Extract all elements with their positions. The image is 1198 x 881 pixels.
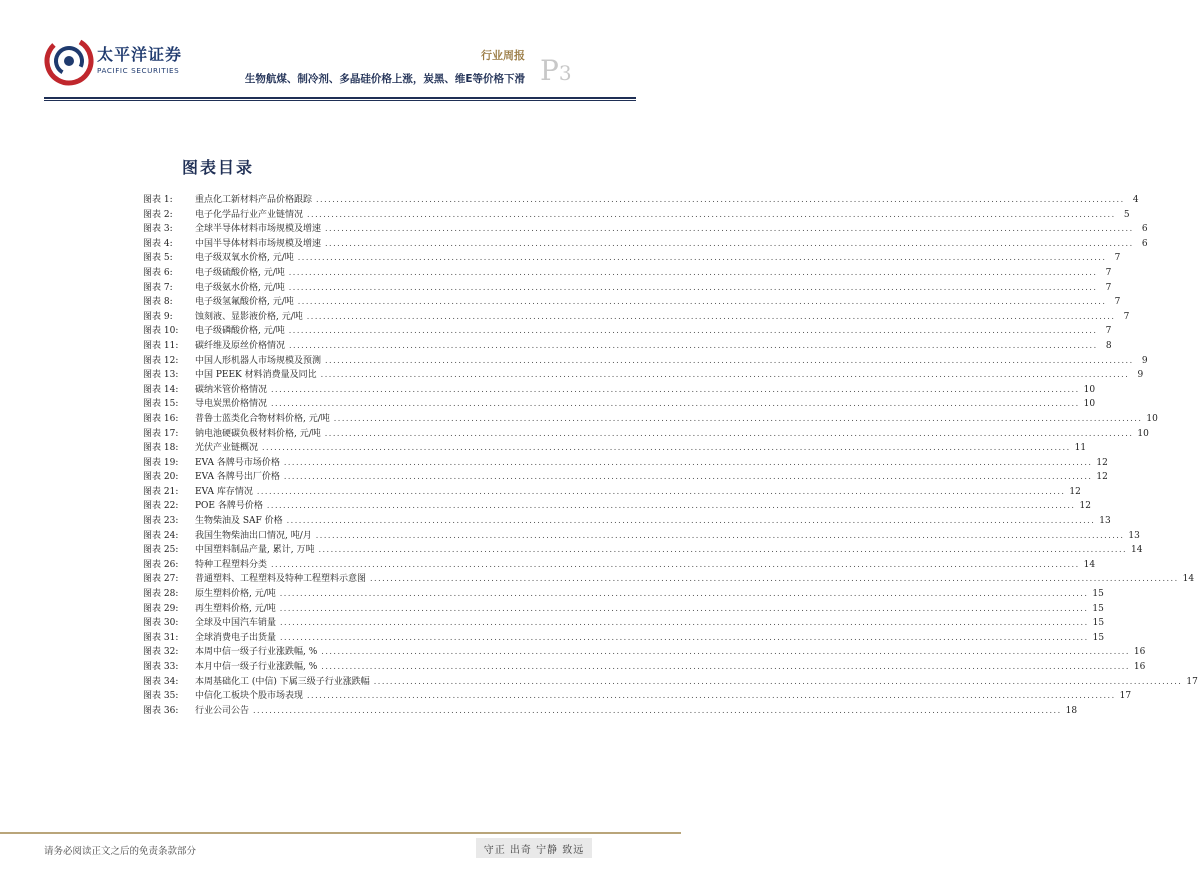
toc-entry-page: 16 bbox=[1133, 647, 1146, 658]
toc-leader-dots: ........................................................................................................................................................................................................ bbox=[306, 311, 1116, 321]
toc-entry[interactable] bbox=[143, 630, 1105, 645]
toc-entry[interactable] bbox=[143, 323, 1112, 338]
toc-leader-dots: ........................................................................................................................................................................................................ bbox=[288, 267, 1098, 277]
toc-entry-title: 光伏产业链概况 bbox=[195, 443, 259, 454]
report-type: 行业周报 bbox=[481, 49, 525, 62]
toc-entry[interactable] bbox=[143, 236, 1148, 251]
toc-entry-label: 图表 16: bbox=[143, 413, 179, 424]
toc-leader-dots: ........................................................................................................................................................................................................ bbox=[373, 676, 1183, 686]
toc-leader-dots: ........................................................................................................................................................................................................ bbox=[288, 282, 1098, 292]
toc-entry-label: 图表 28: bbox=[143, 589, 179, 600]
toc-entry-label: 图表 26: bbox=[143, 559, 179, 570]
toc-entry[interactable] bbox=[143, 601, 1104, 616]
toc-entry-page: 9 bbox=[1137, 370, 1144, 381]
toc-entry-label: 图表 3: bbox=[143, 224, 173, 235]
toc-entry-page: 12 bbox=[1096, 472, 1108, 483]
toc-entry-title: 电子级磷酸价格, 元/吨 bbox=[195, 326, 285, 337]
toc-entry-page: 16 bbox=[1133, 662, 1146, 672]
logo-chinese-name: 太平洋证券 bbox=[97, 45, 183, 64]
toc-leader-dots: ........................................................................................................................................................................................................ bbox=[307, 209, 1116, 219]
toc-entry-title: 普鲁士蓝类化合物材料价格, 元/吨 bbox=[195, 413, 330, 424]
toc-entry[interactable] bbox=[143, 396, 1096, 411]
toc-entry-title: 中信化工板块个股市场表现 bbox=[195, 691, 304, 702]
report-subtitle: 生物航煤、制冷剂、多晶硅价格上涨，炭黑、维E等价格下滑 bbox=[244, 73, 525, 85]
toc-leader-dots: ........................................................................................................................................................................................................ bbox=[297, 297, 1107, 307]
toc-entry-title: 电子级双氧水价格, 元/吨 bbox=[195, 253, 294, 264]
toc-entry[interactable] bbox=[143, 615, 1105, 630]
toc-entry-page: 7 bbox=[1105, 326, 1112, 337]
toc-entry[interactable] bbox=[143, 221, 1148, 236]
toc-entry[interactable] bbox=[143, 528, 1140, 543]
toc-entry-label: 图表 9: bbox=[143, 311, 173, 322]
toc-entry-page: 9 bbox=[1141, 355, 1148, 366]
toc-entry-title: 钠电池硬碳负极材料价格, 元/吨 bbox=[195, 428, 321, 439]
toc-entry-page: 10 bbox=[1137, 428, 1149, 439]
toc-entry-page: 10 bbox=[1083, 399, 1096, 410]
toc-entry-title: 中国塑料制品产量, 累计, 万吨 bbox=[195, 545, 315, 556]
toc-entry-title: EVA 各牌号市场价格 bbox=[195, 457, 280, 468]
toc-entry[interactable] bbox=[143, 382, 1096, 397]
toc-entry-label: 图表 30: bbox=[143, 618, 179, 629]
toc-entry-page: 17 bbox=[1186, 676, 1198, 687]
page-header bbox=[0, 0, 681, 104]
toc-entry-label: 图表 25: bbox=[143, 545, 179, 556]
toc-leader-dots: ........................................................................................................................................................................................................ bbox=[271, 399, 1080, 409]
toc-entry-page: 10 bbox=[1146, 413, 1158, 424]
toc-entry[interactable] bbox=[143, 440, 1087, 455]
toc-entry-title: 全球消费电子出货量 bbox=[195, 632, 277, 643]
toc-leader-dots: ........................................................................................................................................................................................................ bbox=[325, 238, 1134, 248]
toc-entry[interactable] bbox=[143, 484, 1081, 499]
page-number bbox=[540, 54, 572, 87]
toc-entry-page: 8 bbox=[1105, 340, 1112, 351]
toc-entry-title: 碳纳米管价格情况 bbox=[195, 384, 268, 395]
toc-entry-title: 原生塑料价格, 元/吨 bbox=[195, 589, 276, 600]
toc-entry-title: 生物柴油及 SAF 价格 bbox=[195, 516, 283, 527]
toc-entry-label: 图表 6: bbox=[143, 267, 173, 278]
toc-entry-label: 图表 29: bbox=[143, 603, 179, 614]
toc-leader-dots: ........................................................................................................................................................................................................ bbox=[318, 545, 1128, 555]
toc-entry-title: 再生塑料价格, 元/吨 bbox=[195, 603, 276, 614]
toc-entry-page: 15 bbox=[1092, 632, 1105, 643]
toc-entry-title: 本月中信一级子行业涨跌幅, % bbox=[195, 662, 318, 672]
toc-entry-page: 14 bbox=[1182, 574, 1195, 585]
toc-entry-title: EVA 库存情况 bbox=[195, 486, 253, 497]
toc-entry-title: 中国 PEEK 材料消费量及同比 bbox=[195, 370, 317, 381]
toc-entry-label: 图表 20: bbox=[143, 472, 179, 483]
toc-entry[interactable] bbox=[143, 192, 1139, 207]
toc-entry-label: 图表 15: bbox=[143, 399, 179, 410]
toc-entry-label: 图表 10: bbox=[143, 326, 179, 337]
footer-rule bbox=[0, 832, 681, 834]
page-prefix: P bbox=[540, 54, 559, 87]
header-rule-thin bbox=[44, 100, 636, 101]
toc-entry-title: 我国生物柴油出口情况, 吨/月 bbox=[195, 530, 312, 541]
toc-entry-label: 图表 19: bbox=[143, 457, 179, 468]
toc-entry-page: 7 bbox=[1114, 297, 1121, 308]
toc-entry-page: 7 bbox=[1105, 282, 1112, 293]
toc-entry-page: 11 bbox=[1074, 443, 1087, 454]
toc-entry-page: 5 bbox=[1123, 209, 1130, 220]
toc-leader-dots: ........................................................................................................................................................................................................ bbox=[271, 559, 1080, 569]
toc-entry-title: EVA 各牌号出厂价格 bbox=[195, 472, 280, 483]
toc-leader-dots: ........................................................................................................................................................................................................ bbox=[279, 589, 1089, 599]
toc-entry-page: 7 bbox=[1114, 253, 1121, 264]
toc-entry-page: 13 bbox=[1099, 516, 1111, 527]
toc-entry-label: 图表 2: bbox=[143, 209, 173, 220]
toc-entry-title: 全球及中国汽车销量 bbox=[195, 618, 277, 629]
toc-title: 图表目录 bbox=[182, 158, 255, 177]
toc-leader-dots: ........................................................................................................................................................................................................ bbox=[325, 224, 1134, 234]
toc-leader-dots: ........................................................................................................................................................................................................ bbox=[283, 457, 1093, 467]
toc-entry[interactable] bbox=[143, 309, 1130, 324]
toc-leader-dots: ........................................................................................................................................................................................................ bbox=[279, 603, 1089, 613]
toc-entry-title: 电子级氢氟酸价格, 元/吨 bbox=[195, 297, 294, 308]
toc-entry[interactable] bbox=[143, 280, 1112, 295]
toc-entry[interactable] bbox=[143, 265, 1112, 280]
toc-entry-label: 图表 1: bbox=[143, 195, 173, 205]
toc-leader-dots: ........................................................................................................................................................................................................ bbox=[256, 486, 1066, 496]
toc-entry-label: 图表 8: bbox=[143, 297, 173, 308]
page-number-value: 3 bbox=[558, 61, 572, 85]
toc-entry[interactable] bbox=[143, 426, 1149, 441]
toc-leader-dots: ........................................................................................................................................................................................................ bbox=[283, 472, 1093, 482]
toc-entry-title: 中国人形机器人市场规模及预测 bbox=[195, 355, 322, 366]
toc-leader-dots: ........................................................................................................................................................................................................ bbox=[253, 705, 1062, 715]
toc-entry-title: 导电炭黑价格情况 bbox=[195, 399, 268, 410]
toc-entry-page: 6 bbox=[1141, 224, 1148, 235]
toc-entry-label: 图表 27: bbox=[143, 574, 179, 585]
toc-entry-label: 图表 36: bbox=[143, 705, 179, 716]
toc-entry[interactable] bbox=[143, 659, 1146, 674]
toc-entry-page: 12 bbox=[1069, 486, 1081, 497]
toc-entry-title: 本周基础化工 (中信) 下属三级子行业涨跌幅 bbox=[195, 676, 370, 687]
toc-entry[interactable] bbox=[143, 586, 1104, 601]
toc-leader-dots: ........................................................................................................................................................................................................ bbox=[288, 326, 1098, 336]
toc-entry-label: 图表 17: bbox=[143, 428, 179, 439]
toc-entry-title: 全球半导体材料市场规模及增速 bbox=[195, 224, 322, 235]
toc-entry[interactable] bbox=[143, 411, 1158, 426]
toc-entry[interactable] bbox=[143, 469, 1108, 484]
toc-leader-dots: ........................................................................................................................................................................................................ bbox=[320, 370, 1130, 380]
toc-entry-title: 特种工程塑料分类 bbox=[195, 559, 268, 570]
toc-entry[interactable] bbox=[143, 367, 1144, 382]
header-rule bbox=[44, 97, 636, 99]
toc-entry-page: 15 bbox=[1092, 603, 1104, 614]
toc-leader-dots: ........................................................................................................................................................................................................ bbox=[321, 647, 1130, 657]
toc-entry[interactable] bbox=[143, 498, 1091, 513]
footer-disclaimer: 请务必阅读正文之后的免责条款部分 bbox=[44, 846, 197, 857]
toc-entry-label: 图表 31: bbox=[143, 632, 179, 643]
toc-leader-dots: ........................................................................................................................................................................................................ bbox=[280, 618, 1089, 628]
toc-entry-label: 图表 7: bbox=[143, 282, 173, 293]
toc-leader-dots: ........................................................................................................................................................................................................ bbox=[324, 428, 1134, 438]
table-of-figures bbox=[143, 192, 1198, 717]
toc-entry[interactable] bbox=[143, 688, 1132, 703]
toc-leader-dots: ........................................................................................................................................................................................................ bbox=[321, 662, 1130, 671]
toc-entry-title: 中国半导体材料市场规模及增速 bbox=[195, 238, 322, 249]
toc-entry[interactable] bbox=[143, 674, 1198, 689]
toc-leader-dots: ........................................................................................................................................................................................................ bbox=[286, 516, 1096, 526]
toc-leader-dots: ........................................................................................................................................................................................................ bbox=[307, 691, 1116, 701]
logo-english-name: PACIFIC SECURITIES bbox=[97, 66, 180, 75]
company-logo bbox=[44, 36, 184, 88]
toc-entry-page: 13 bbox=[1128, 530, 1140, 541]
pacific-securities-logo-icon bbox=[44, 36, 94, 86]
toc-entry-title: 普通塑料、工程塑料及特种工程塑料示意图 bbox=[195, 574, 367, 585]
toc-entry-title: 电子化学品行业产业链情况 bbox=[195, 209, 304, 220]
toc-entry-label: 图表 14: bbox=[143, 384, 179, 395]
toc-entry-label: 图表 13: bbox=[143, 370, 179, 381]
toc-leader-dots: ........................................................................................................................................................................................................ bbox=[315, 530, 1125, 540]
toc-entry-page: 14 bbox=[1083, 559, 1096, 570]
toc-entry-label: 图表 11: bbox=[143, 340, 179, 351]
toc-entry-label: 图表 5: bbox=[143, 253, 173, 264]
toc-entry-label: 图表 24: bbox=[143, 530, 179, 541]
toc-entry[interactable] bbox=[143, 557, 1096, 572]
toc-entry-page: 6 bbox=[1141, 238, 1148, 249]
toc-entry-label: 图表 22: bbox=[143, 501, 179, 512]
toc-entry-page: 12 bbox=[1079, 501, 1091, 512]
toc-entry[interactable] bbox=[143, 542, 1143, 557]
toc-entry[interactable] bbox=[143, 294, 1121, 309]
toc-leader-dots: ........................................................................................................................................................................................................ bbox=[271, 384, 1080, 394]
toc-entry-page: 15 bbox=[1092, 618, 1105, 629]
toc-entry-label: 图表 32: bbox=[143, 647, 179, 658]
toc-entry-title: 蚀刻液、显影液价格, 元/吨 bbox=[195, 311, 303, 322]
toc-entry-label: 图表 21: bbox=[143, 486, 179, 497]
toc-leader-dots: ........................................................................................................................................................................................................ bbox=[325, 355, 1134, 365]
toc-entry-title: 重点化工新材料产品价格跟踪 bbox=[195, 195, 313, 205]
toc-entry-page: 7 bbox=[1123, 311, 1130, 322]
toc-entry[interactable] bbox=[143, 644, 1146, 659]
toc-entry-page: 18 bbox=[1065, 705, 1078, 716]
toc-entry-label: 图表 33: bbox=[143, 662, 179, 672]
toc-entry[interactable] bbox=[143, 455, 1108, 470]
toc-entry-title: 电子级氨水价格, 元/吨 bbox=[195, 282, 285, 293]
toc-entry-label: 图表 12: bbox=[143, 355, 179, 366]
toc-entry[interactable] bbox=[143, 703, 1078, 718]
toc-entry-title: 行业公司公告 bbox=[195, 705, 250, 716]
toc-entry-page: 15 bbox=[1092, 589, 1104, 600]
toc-entry-label: 图表 4: bbox=[143, 238, 173, 249]
toc-leader-dots: ........................................................................................................................................................................................................ bbox=[316, 195, 1125, 204]
toc-entry-page: 17 bbox=[1119, 691, 1132, 702]
toc-entry[interactable] bbox=[143, 353, 1148, 368]
toc-leader-dots: ........................................................................................................................................................................................................ bbox=[266, 501, 1076, 511]
toc-entry-page: 12 bbox=[1096, 457, 1108, 468]
toc-entry[interactable] bbox=[143, 571, 1195, 586]
toc-entry-title: 电子级硫酸价格, 元/吨 bbox=[195, 267, 285, 278]
toc-entry-label: 图表 35: bbox=[143, 691, 179, 702]
toc-entry[interactable] bbox=[143, 338, 1112, 353]
toc-entry[interactable] bbox=[143, 250, 1121, 265]
toc-entry-page: 14 bbox=[1131, 545, 1143, 556]
toc-entry-title: POE 各牌号价格 bbox=[195, 501, 263, 512]
toc-entry-label: 图表 23: bbox=[143, 516, 179, 527]
toc-entry-page: 7 bbox=[1105, 267, 1112, 278]
toc-entry-title: 碳纤维及原丝价格情况 bbox=[195, 340, 286, 351]
toc-leader-dots: ........................................................................................................................................................................................................ bbox=[280, 632, 1089, 642]
toc-entry-label: 图表 18: bbox=[143, 443, 179, 454]
toc-leader-dots: ........................................................................................................................................................................................................ bbox=[289, 340, 1098, 350]
toc-entry-label: 图表 34: bbox=[143, 676, 179, 687]
footer-motto: 守正 出奇 宁静 致远 bbox=[476, 838, 592, 858]
toc-leader-dots: ........................................................................................................................................................................................................ bbox=[333, 413, 1143, 423]
toc-entry[interactable] bbox=[143, 513, 1111, 528]
toc-leader-dots: ........................................................................................................................................................................................................ bbox=[370, 574, 1179, 584]
toc-entry-title: 本周中信一级子行业涨跌幅, % bbox=[195, 647, 318, 658]
toc-leader-dots: ........................................................................................................................................................................................................ bbox=[297, 253, 1107, 263]
toc-entry[interactable] bbox=[143, 207, 1130, 222]
toc-entry-page: 10 bbox=[1083, 384, 1096, 395]
toc-entry-page: 4 bbox=[1132, 195, 1139, 205]
toc-leader-dots: ........................................................................................................................................................................................................ bbox=[262, 443, 1071, 453]
